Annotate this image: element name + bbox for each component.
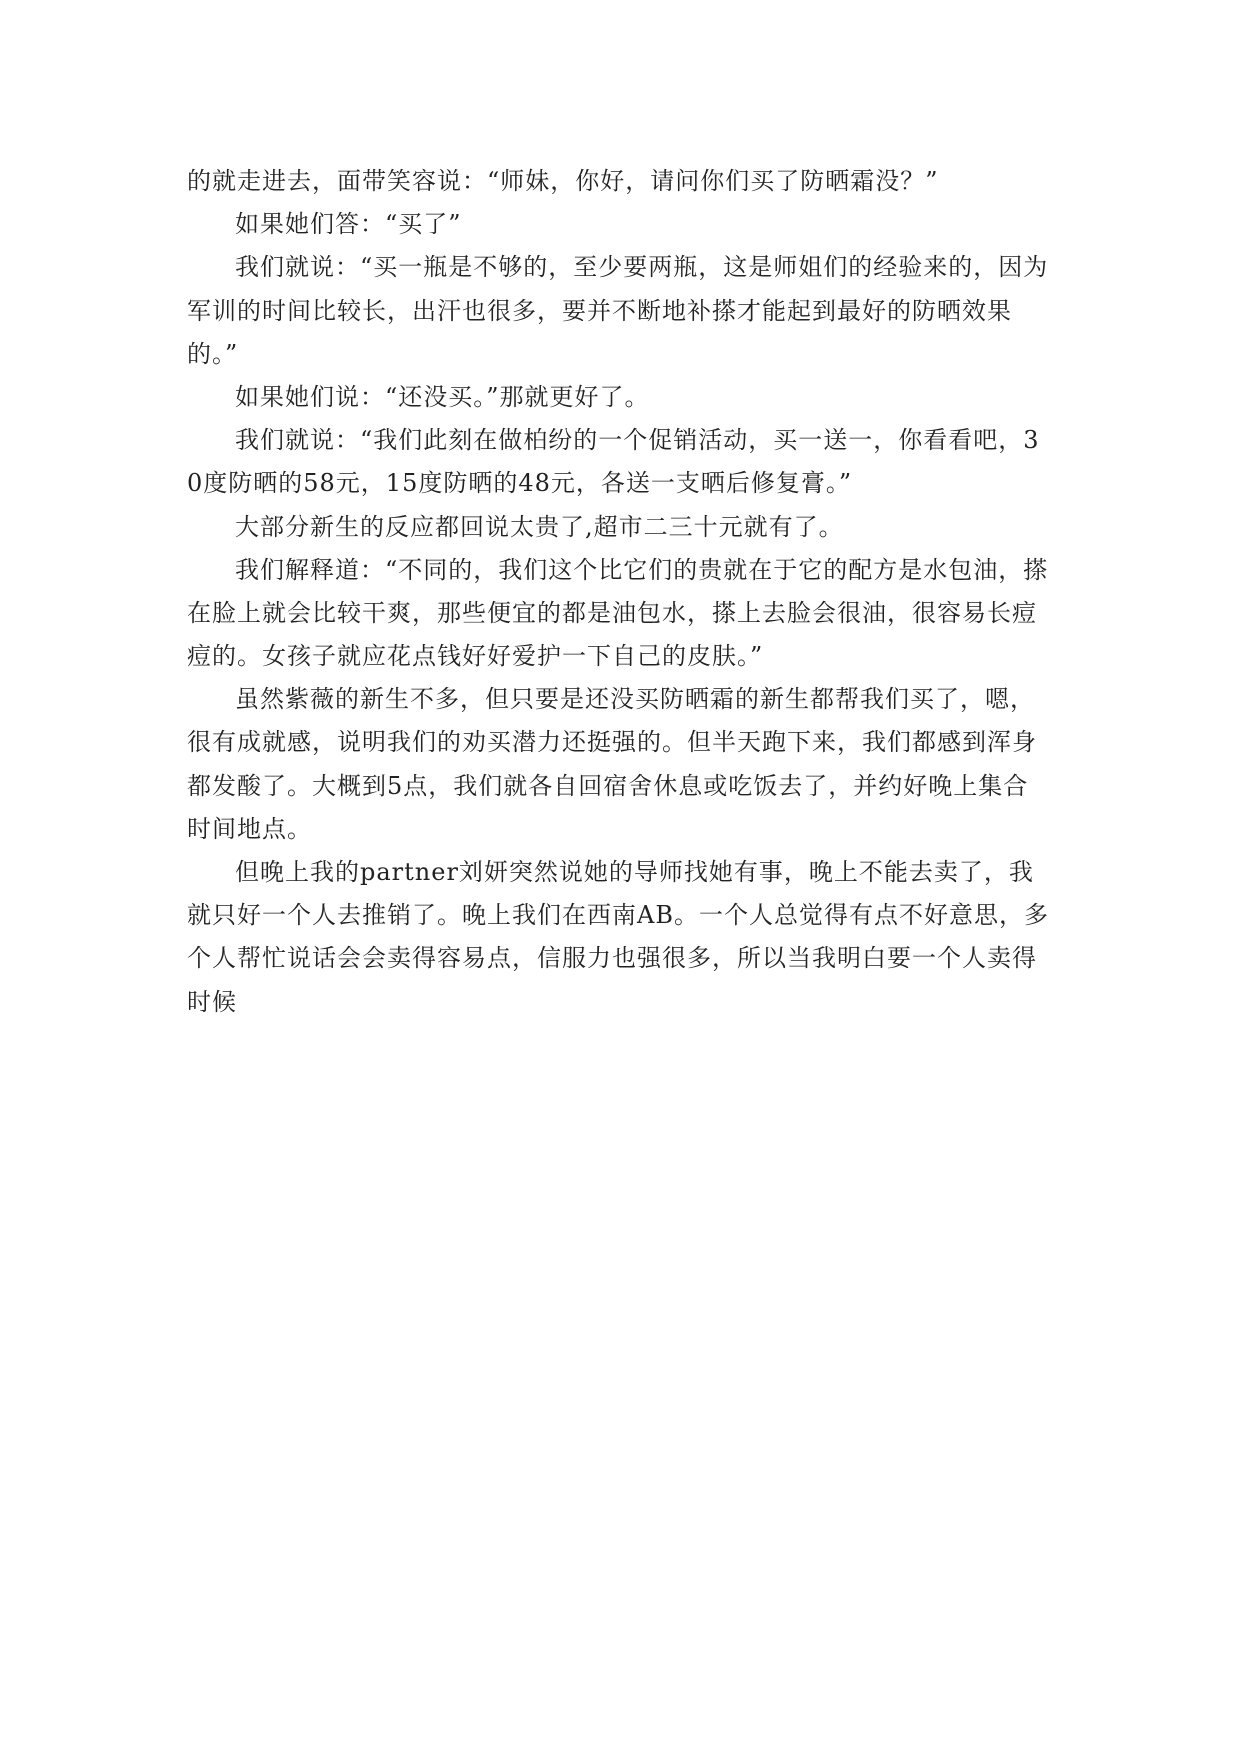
paragraph: 我们就说：“买一瓶是不够的，至少要两瓶，这是师姐们的经验来的，因为军训的时间比较长，出汗也很多，要并不断地补搽才能起到最好的防晒效果的。” [187,253,1049,368]
paragraph: 虽然紫薇的新生不多，但只要是还没买防晒霜的新生都帮我们买了，嗯，很有成就感，说明我们的劝买潜力还挺强的。但半天跑下来，我们都感到浑身都发酸了。大概到5点，我们就各自回宿舍休息或吃饭去了，并约好晚上集合时间地点。 [187,685,1037,843]
paragraph: 我们解释道：“不同的，我们这个比它们的贵就在于它的配方是水包油，搽在脸上就会比较干爽，那些便宜的都是油包水，搽上去脸会很油，很容易长痘痘的。女孩子就应花点钱好好爱护一下自己的皮肤。” [187,555,1049,671]
paragraph: 如果她们说：“还没买。”那就更好了。 [235,382,650,411]
paragraph: 如果她们答：“买了” [235,210,462,239]
paragraph: 的就走进去，面带笑容说：“师妹，你好，请问你们买了防晒霜没？” [187,167,939,195]
paragraph: 但晚上我的partner刘妍突然说她的导师找她有事，晚上不能去卖了，我就只好一个人去推销了。晚上我们在西南AB。一个人总觉得有点不好意思，多个人帮忙说话会会卖得容易点，信服力也强很多，所以当我明白要一个人卖得时候 [187,858,1049,1016]
paragraph: 大部分新生的反应都回说太贵了,超市二三十元就有了。 [235,512,844,541]
paragraph: 我们就说：“我们此刻在做柏纷的一个促销活动，买一送一，你看看吧，30度防晒的58元，15度防晒的48元，各送一支晒后修复膏。” [187,426,1040,498]
document-body [187,160,1053,1024]
